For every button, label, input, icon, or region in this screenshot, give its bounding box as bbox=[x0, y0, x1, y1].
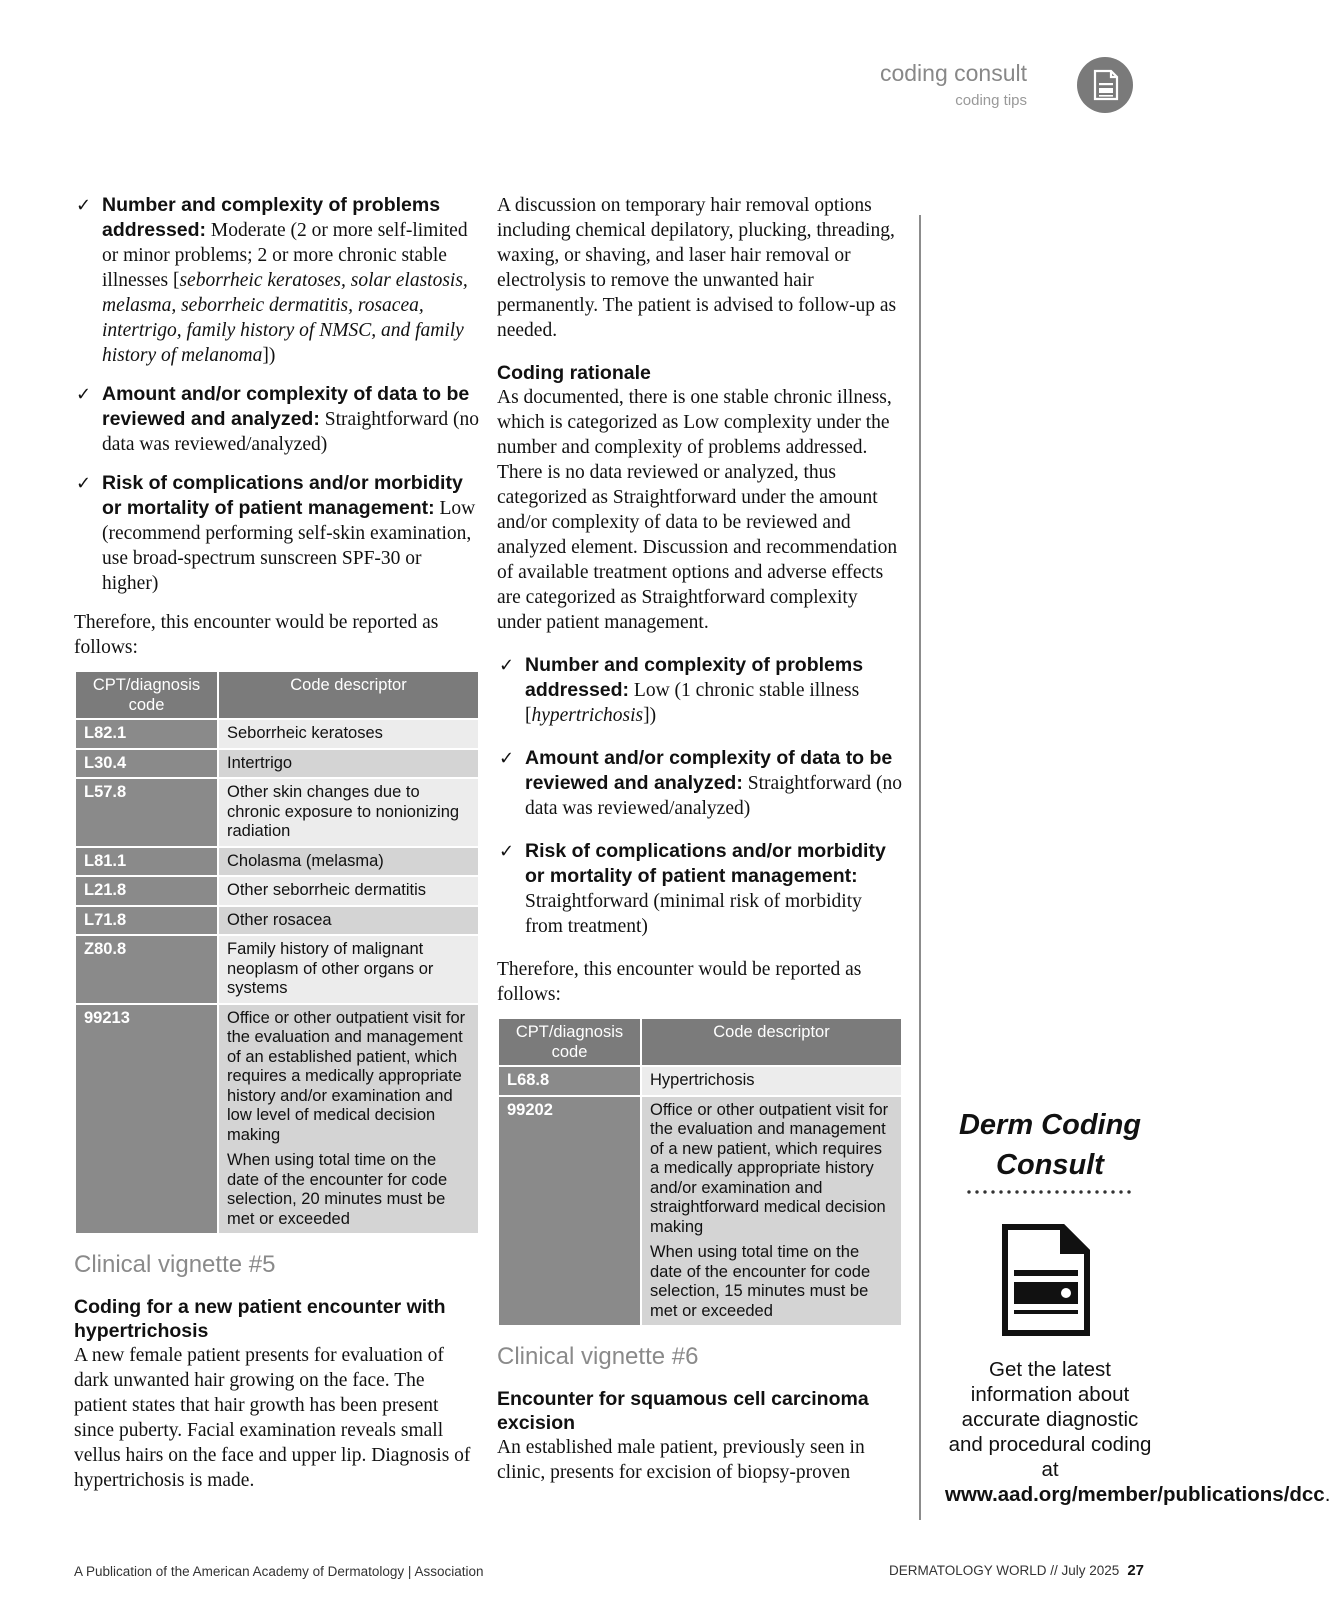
list-item bbox=[74, 193, 480, 368]
page-number: 27 bbox=[1127, 1562, 1144, 1579]
section-badge bbox=[1077, 57, 1133, 113]
descriptor-cell: Seborrheic keratoses bbox=[218, 719, 479, 749]
checkmark-icon: ✓ bbox=[76, 473, 92, 494]
vignette-heading: Clinical vignette #6 bbox=[497, 1343, 699, 1370]
sidebar-promo-end: . bbox=[1324, 1483, 1330, 1506]
bullet-text-end: ]) bbox=[262, 345, 276, 366]
descriptor-cell: Other skin changes due to chronic exposure to nonionizing radiation bbox=[218, 778, 479, 847]
document-icon bbox=[1077, 57, 1133, 113]
sidebar-promo bbox=[945, 1357, 1330, 1507]
bullet-label: Risk of complications and/or morbidity or mortality of patient management: bbox=[525, 840, 886, 887]
vignette-heading: Clinical vignette #5 bbox=[74, 1251, 276, 1278]
intro-paragraph: A discussion on temporary hair removal options including chemical depilatory, plucking, threading, waxing, or shaving, and laser hair removal or electrolysis to remove the unwanted hair permanently. The patient is advised to follow-up as needed. bbox=[497, 195, 897, 341]
table-row bbox=[498, 1066, 902, 1096]
vignette-body: A new female patient presents for evaluation of dark unwanted hair growing on the face. The patient states that hair growth has been present since puberty. Facial examination reveals small vellus hairs on the face and upper lip. Diagnosis of hypertrichosis is made. bbox=[74, 1345, 471, 1491]
list-item bbox=[74, 382, 480, 457]
list-item bbox=[74, 471, 480, 596]
dcc-link[interactable]: www.aad.org/member/publications/dcc bbox=[945, 1483, 1325, 1506]
bullet-label: Amount and/or complexity of data to be reviewed and analyzed: bbox=[525, 747, 893, 794]
footer-issue-text: DERMATOLOGY WORLD // July 2025 bbox=[888, 1563, 1120, 1578]
table-header-descriptor: Code descriptor bbox=[641, 1018, 902, 1066]
table-row bbox=[75, 906, 479, 936]
table-row bbox=[75, 876, 479, 906]
table-row bbox=[75, 778, 479, 847]
list-item bbox=[497, 839, 903, 939]
section-title: coding consult bbox=[879, 60, 1027, 86]
bullet-text: Low (recommend performing self-skin examination, use broad-spectrum sunscreen SPF-30 or higher) bbox=[102, 498, 476, 594]
bullet-label: Risk of complications and/or morbidity or mortality of patient management: bbox=[102, 472, 463, 519]
descriptor-cell bbox=[218, 1004, 479, 1235]
rationale-heading: Coding rationale bbox=[497, 362, 651, 384]
column-left bbox=[74, 193, 480, 1503]
table-row bbox=[75, 719, 479, 749]
mdm-bullet-list bbox=[74, 193, 480, 596]
code-cell: L21.8 bbox=[75, 876, 218, 906]
vignette-subheading: Coding for a new patient encounter with hypertrichosis bbox=[74, 1296, 446, 1342]
checkmark-icon: ✓ bbox=[499, 655, 515, 676]
bullet-label: Amount and/or complexity of data to be reviewed and analyzed: bbox=[102, 383, 470, 430]
descriptor-text: Office or other outpatient visit for the evaluation and management of a new patient, which requires a medically appropriate history and/or examination and straightforward medical decision making bbox=[650, 1100, 889, 1236]
code-cell: 99213 bbox=[75, 1004, 218, 1235]
table-row bbox=[75, 1004, 479, 1235]
descriptor-time-note: When using total time on the date of the encounter for code selection, 15 minutes must be met or exceeded bbox=[650, 1243, 871, 1320]
bullet-text: Straightforward (no data was reviewed/analyzed) bbox=[525, 773, 903, 819]
list-item bbox=[497, 746, 903, 821]
document-icon bbox=[998, 1220, 1094, 1340]
bullet-text: Low (1 chronic stable illness [ bbox=[525, 680, 860, 726]
dotted-divider bbox=[965, 1190, 1135, 1194]
table-header-descriptor: Code descriptor bbox=[218, 671, 479, 719]
list-item bbox=[497, 653, 903, 728]
bullet-text: Straightforward (minimal risk of morbidity from treatment) bbox=[525, 891, 862, 937]
table-row bbox=[75, 847, 479, 877]
descriptor-cell: Family history of malignant neoplasm of other organs or systems bbox=[218, 935, 479, 1004]
rationale-body: As documented, there is one stable chronic illness, which is categorized as Low complexity under the number and complexity of problems addressed. There is no data reviewed or analyzed, thus categorized as Straightforward under the amount and/or complexity of data to be reviewed and analyzed element. Discussion and recommendation of available treatment options and adverse effects are categorized as Straightforward complexity under patient management. bbox=[497, 387, 898, 633]
code-cell: L71.8 bbox=[75, 906, 218, 936]
footer-publication: A Publication of the American Academy of Dermatology | Association bbox=[74, 1564, 484, 1579]
bullet-italic: hypertrichosis bbox=[531, 705, 644, 726]
therefore-text: Therefore, this encounter would be reported as follows: bbox=[497, 959, 862, 1005]
table-header-code: CPT/diagnosis code bbox=[498, 1018, 641, 1066]
section-subtitle: coding tips bbox=[955, 92, 1027, 109]
column-divider bbox=[919, 215, 921, 1520]
mdm-bullet-list bbox=[497, 653, 903, 939]
descriptor-cell: Hypertrichosis bbox=[641, 1066, 902, 1096]
sidebar-title: Derm Coding Consult bbox=[958, 1109, 1142, 1181]
code-cell: 99202 bbox=[498, 1096, 641, 1327]
code-cell: L82.1 bbox=[75, 719, 218, 749]
checkmark-icon: ✓ bbox=[499, 841, 515, 862]
descriptor-cell: Cholasma (melasma) bbox=[218, 847, 479, 877]
code-cell: L68.8 bbox=[498, 1066, 641, 1096]
therefore-text: Therefore, this encounter would be reported as follows: bbox=[74, 612, 439, 658]
descriptor-cell: Intertrigo bbox=[218, 749, 479, 779]
vignette-subheading: Encounter for squamous cell carcinoma excision bbox=[497, 1388, 869, 1434]
column-middle bbox=[497, 193, 903, 1495]
bullet-text: Moderate (2 or more self-limited or minor problems; 2 or more chronic stable illnesses [ bbox=[102, 220, 468, 291]
footer-issue bbox=[889, 1562, 1144, 1579]
table-row bbox=[498, 1096, 902, 1327]
checkmark-icon: ✓ bbox=[76, 195, 92, 216]
descriptor-text: Office or other outpatient visit for the evaluation and management of an established patient, which requires a medically appropriate history and/or examination and low level of medical decision making bbox=[227, 1008, 466, 1144]
bullet-label: Number and complexity of problems addressed: bbox=[102, 194, 441, 241]
checkmark-icon: ✓ bbox=[499, 748, 515, 769]
descriptor-cell bbox=[641, 1096, 902, 1327]
descriptor-time-note: When using total time on the date of the encounter for code selection, 20 minutes must be met or exceeded bbox=[227, 1151, 448, 1228]
sidebar-promo-text: Get the latest information about accurate diagnostic and procedural coding at bbox=[948, 1358, 1152, 1481]
table-header-code: CPT/diagnosis code bbox=[75, 671, 218, 719]
code-cell: L57.8 bbox=[75, 778, 218, 847]
code-table bbox=[74, 670, 480, 1235]
vignette-body: An established male patient, previously seen in clinic, presents for excision of biopsy-proven bbox=[497, 1437, 865, 1483]
bullet-label: Number and complexity of problems addressed: bbox=[525, 654, 864, 701]
bullet-italic: seborrheic keratoses, solar elastosis, melasma, seborrheic dermatitis, rosacea, intertrigo, family history of NMSC, and family history of melanoma bbox=[102, 270, 468, 366]
descriptor-cell: Other seborrheic dermatitis bbox=[218, 876, 479, 906]
bullet-text-end: ]) bbox=[643, 705, 657, 726]
descriptor-cell: Other rosacea bbox=[218, 906, 479, 936]
code-cell: L30.4 bbox=[75, 749, 218, 779]
table-row bbox=[75, 749, 479, 779]
bullet-text: Straightforward (no data was reviewed/analyzed) bbox=[102, 409, 480, 455]
checkmark-icon: ✓ bbox=[76, 384, 92, 405]
code-cell: L81.1 bbox=[75, 847, 218, 877]
code-cell: Z80.8 bbox=[75, 935, 218, 1004]
code-table bbox=[497, 1017, 903, 1327]
table-row bbox=[75, 935, 479, 1004]
